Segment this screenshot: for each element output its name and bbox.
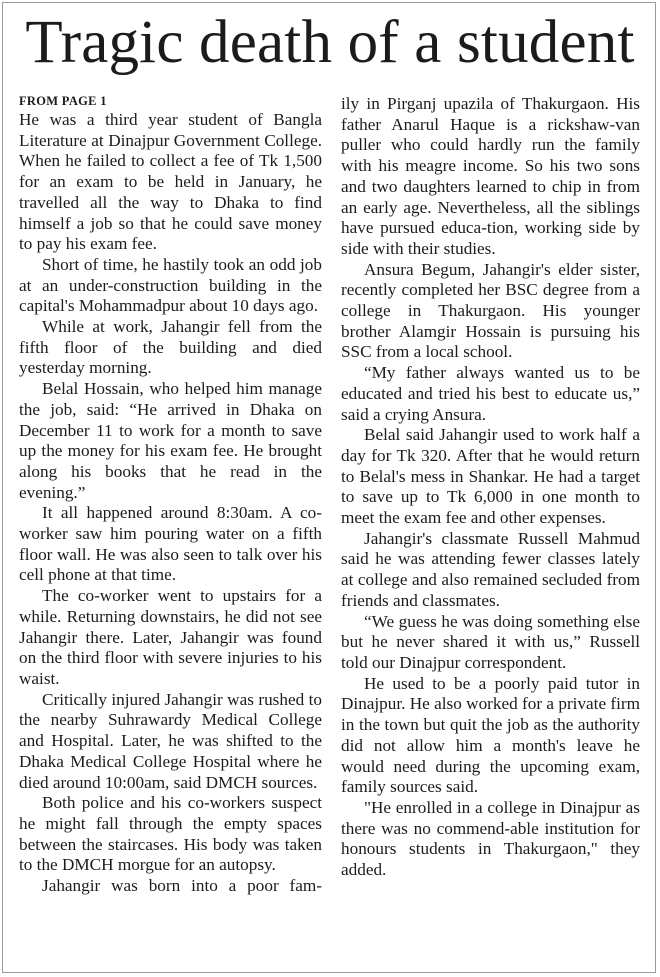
- paragraph-continuation: ily in Pirganj upazila of Thakurgaon. His father Anarul Haque is a rickshaw-van puller who could hardly run the family with his meagre income. So his two sons and two daughters learned to chip in from an early age. Nevertheless, all the siblings have pursued educa-tion, working side by side with their studies.: [341, 94, 640, 258]
- paragraph: The co-worker went to upstairs for a while. Returning downstairs, he did not see Jahangir there. Later, Jahangir was found on the third floor with severe injuries to his waist.: [19, 586, 322, 688]
- kicker-from-page-1: FROM PAGE 1: [19, 94, 107, 108]
- paragraph: While at work, Jahangir fell from the fifth floor of the building and died yesterday morning.: [19, 317, 322, 378]
- paragraph: Short of time, he hastily took an odd job at an under-construction building in the capital's Mohammadpur about 10 days ago.: [19, 254, 322, 316]
- paragraph-continued: Jahangir was born into a poor fam-: [42, 876, 322, 896]
- left-column: [19, 94, 322, 897]
- paragraph: "He enrolled in a college in Dinajpur as there was no commend-able institution for honours students in Thakurgaon," they added.: [341, 797, 640, 880]
- paragraph: “We guess he was doing something else but he never shared it with us,” Russell told our Dinajpur correspondent.: [341, 611, 640, 672]
- paragraph: Both police and his co-workers suspect he might fall through the empty spaces between the staircases. His body was taken to the DMCH morgue for an autopsy.: [19, 793, 322, 875]
- paragraph: Belal said Jahangir used to work half a day for Tk 320. After that he would return to Belal's mess in Shankar. He had a target to save up to Tk 6,000 in one month to meet the exam fee and other expenses.: [341, 425, 640, 528]
- headline: Tragic death of a student: [25, 9, 635, 76]
- paragraph: “My father always wanted us to be educated and tried his best to educate us,” said a crying Ansura.: [341, 363, 640, 424]
- paragraph: Critically injured Jahangir was rushed to the nearby Suhrawardy Medical College and Hospital. Later, he was shifted to the Dhaka Medical College Hospital where he died around 10:00am, said DMCH sources.: [19, 689, 322, 792]
- paragraph: Belal Hossain, who helped him manage the job, said: “He arrived in Dhaka on December 11 to work for a month to save up the money for his exam fee. He brought along his books that he read in the evening.”: [19, 379, 322, 502]
- paragraph: It all happened around 8:30am. A co-worker saw him pouring water on a fifth floor wall. He was also seen to talk over his cell phone at that time.: [19, 503, 322, 585]
- paragraph: Jahangir's classmate Russell Mahmud said he was attending fewer classes lately at college and also remained secluded from friends and classmates.: [341, 528, 640, 610]
- paragraph: He was a third year student of Bangla Literature at Dinajpur Government College. When he failed to collect a fee of Tk 1,500 for an exam to be held in January, he travelled all the way to Dhaka to find himself a job so that he could save money to pay his exam fee.: [19, 110, 322, 254]
- paragraph: Ansura Begum, Jahangir's elder sister, recently completed her BSC degree from a college in Thakurgaon. His younger brother Alamgir Hossain is pursuing his SSC from a local school.: [341, 259, 640, 362]
- right-column: [341, 94, 640, 881]
- paragraph: He used to be a poorly paid tutor in Dinajpur. He also worked for a private firm in the town but quit the job as the authority did not allow him a month's leave he would need during the upcoming exam, family sources said.: [341, 673, 640, 797]
